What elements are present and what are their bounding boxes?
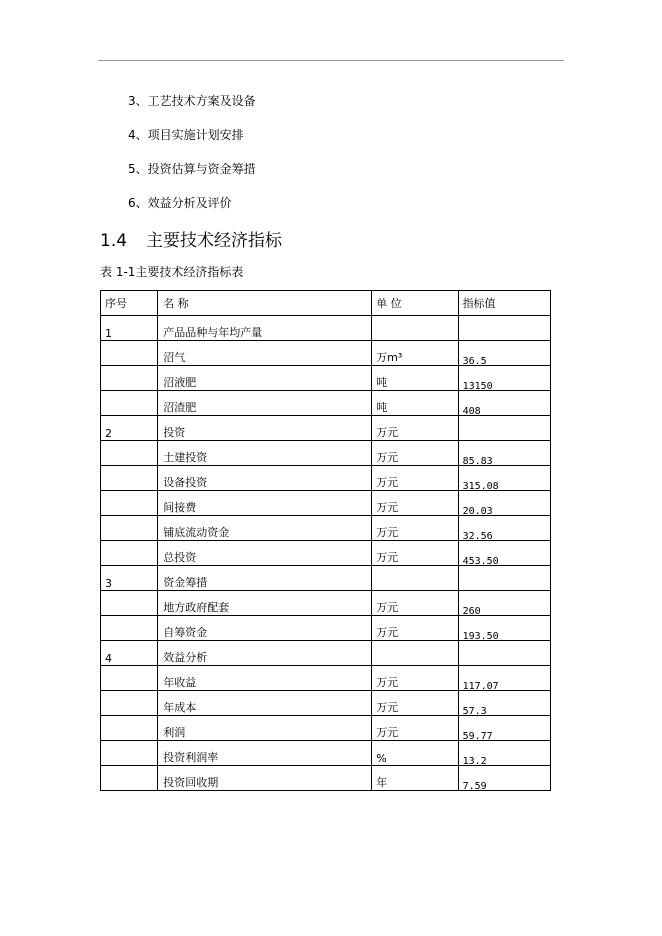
row-unit-cell bbox=[372, 766, 458, 791]
row-name-cell bbox=[158, 616, 372, 641]
row-unit-cell bbox=[372, 491, 458, 516]
row-value-cell bbox=[458, 766, 550, 791]
row-unit-text: 万元 bbox=[376, 476, 399, 489]
row-name-text: 沼渣肥 bbox=[163, 401, 197, 414]
header-cell-value: 指标值 bbox=[458, 291, 550, 316]
row-value-text: 57.3 bbox=[462, 706, 487, 716]
row-value-cell bbox=[458, 391, 550, 416]
row-name-cell bbox=[158, 741, 372, 766]
row-number-text: 2 bbox=[105, 427, 112, 440]
row-value-text: 7.59 bbox=[462, 781, 487, 791]
row-value-cell bbox=[458, 716, 550, 741]
row-number-cell bbox=[101, 441, 158, 466]
header-cell-name: 名 称 bbox=[158, 291, 372, 316]
table-row bbox=[101, 641, 551, 666]
row-unit-text: 万元 bbox=[376, 451, 399, 464]
row-unit-cell bbox=[372, 516, 458, 541]
row-value-text: 260 bbox=[462, 606, 481, 616]
table-row bbox=[101, 666, 551, 691]
row-number-cell bbox=[101, 466, 158, 491]
row-number-text: 3 bbox=[105, 577, 112, 590]
row-name-text: 沼气 bbox=[163, 351, 186, 364]
row-unit-cell bbox=[372, 716, 458, 741]
row-name-cell bbox=[158, 316, 372, 341]
row-name-cell bbox=[158, 341, 372, 366]
list-item: 3、工艺技术方案及设备 bbox=[128, 94, 256, 108]
table-row bbox=[101, 716, 551, 741]
row-value-cell bbox=[458, 466, 550, 491]
row-name-text: 自筹资金 bbox=[163, 626, 208, 639]
row-name-text: 年成本 bbox=[163, 701, 197, 714]
list-item: 6、效益分析及评价 bbox=[128, 196, 232, 210]
row-value-text: 32.56 bbox=[462, 531, 493, 541]
row-number-cell bbox=[101, 316, 158, 341]
table-row bbox=[101, 616, 551, 641]
row-unit-cell bbox=[372, 391, 458, 416]
row-number-cell bbox=[101, 516, 158, 541]
row-value-cell bbox=[458, 541, 550, 566]
row-name-text: 间接费 bbox=[163, 501, 197, 514]
row-value-cell bbox=[458, 441, 550, 466]
header-cell-no: 序号 bbox=[101, 291, 158, 316]
table-row bbox=[101, 466, 551, 491]
row-number-cell bbox=[101, 416, 158, 441]
row-unit-cell bbox=[372, 591, 458, 616]
row-name-cell bbox=[158, 441, 372, 466]
row-number-cell bbox=[101, 641, 158, 666]
row-number-cell bbox=[101, 391, 158, 416]
row-value-cell bbox=[458, 666, 550, 691]
row-value-text: 117.07 bbox=[462, 681, 499, 691]
row-name-cell bbox=[158, 666, 372, 691]
row-unit-cell bbox=[372, 616, 458, 641]
row-name-text: 投资 bbox=[163, 426, 186, 439]
table-row bbox=[101, 316, 551, 341]
indicator-table bbox=[100, 290, 551, 791]
row-name-cell bbox=[158, 391, 372, 416]
row-unit-cell bbox=[372, 466, 458, 491]
row-unit-cell bbox=[372, 741, 458, 766]
row-number-cell bbox=[101, 591, 158, 616]
row-number-cell bbox=[101, 566, 158, 591]
row-unit-text: 吨 bbox=[376, 376, 388, 389]
row-name-text: 铺底流动资金 bbox=[163, 526, 230, 539]
row-name-cell bbox=[158, 516, 372, 541]
table-row bbox=[101, 416, 551, 441]
row-number-text: 4 bbox=[105, 652, 112, 665]
row-name-text: 设备投资 bbox=[163, 476, 208, 489]
table-row bbox=[101, 366, 551, 391]
table-header-row bbox=[101, 291, 551, 316]
row-unit-cell bbox=[372, 641, 458, 666]
row-unit-cell bbox=[372, 366, 458, 391]
row-unit-cell bbox=[372, 566, 458, 591]
row-unit-text: % bbox=[376, 752, 387, 765]
row-name-cell bbox=[158, 566, 372, 591]
row-value-cell bbox=[458, 641, 550, 666]
table-row bbox=[101, 341, 551, 366]
row-value-cell bbox=[458, 566, 550, 591]
table-row bbox=[101, 741, 551, 766]
table-row bbox=[101, 541, 551, 566]
row-name-cell bbox=[158, 491, 372, 516]
row-unit-text: 万元 bbox=[376, 501, 399, 514]
row-unit-cell bbox=[372, 316, 458, 341]
table-row bbox=[101, 591, 551, 616]
table-caption: 表 1-1主要技术经济指标表 bbox=[100, 265, 244, 279]
row-name-text: 地方政府配套 bbox=[163, 601, 230, 614]
row-unit-text: 年 bbox=[376, 776, 388, 789]
row-number-cell bbox=[101, 541, 158, 566]
row-name-cell bbox=[158, 466, 372, 491]
row-name-text: 年收益 bbox=[163, 676, 197, 689]
row-unit-cell bbox=[372, 666, 458, 691]
row-name-cell bbox=[158, 416, 372, 441]
row-name-cell bbox=[158, 716, 372, 741]
row-unit-text: 万m³ bbox=[376, 351, 403, 364]
table-row bbox=[101, 391, 551, 416]
section-number: 1.4 bbox=[100, 231, 128, 251]
row-value-cell bbox=[458, 366, 550, 391]
row-value-cell bbox=[458, 416, 550, 441]
section-heading bbox=[100, 226, 282, 251]
row-value-text: 85.83 bbox=[462, 456, 493, 466]
table-row bbox=[101, 441, 551, 466]
table-row bbox=[101, 491, 551, 516]
row-value-cell bbox=[458, 591, 550, 616]
row-unit-cell bbox=[372, 441, 458, 466]
row-number-cell bbox=[101, 616, 158, 641]
row-number-cell bbox=[101, 766, 158, 791]
row-name-cell bbox=[158, 766, 372, 791]
row-value-cell bbox=[458, 316, 550, 341]
row-unit-text: 吨 bbox=[376, 401, 388, 414]
row-unit-text: 万元 bbox=[376, 726, 399, 739]
row-number-cell bbox=[101, 741, 158, 766]
section-title: 主要技术经济指标 bbox=[146, 231, 282, 251]
row-name-cell bbox=[158, 366, 372, 391]
row-name-text: 投资利润率 bbox=[163, 751, 219, 764]
row-number-cell bbox=[101, 691, 158, 716]
row-value-text: 315.08 bbox=[462, 481, 499, 491]
row-unit-text: 万元 bbox=[376, 626, 399, 639]
row-unit-cell bbox=[372, 541, 458, 566]
header-cell-unit: 单 位 bbox=[372, 291, 458, 316]
table-row bbox=[101, 566, 551, 591]
row-number-cell bbox=[101, 341, 158, 366]
row-unit-text: 万元 bbox=[376, 676, 399, 689]
row-name-text: 效益分析 bbox=[163, 651, 208, 664]
header-rule bbox=[98, 60, 564, 61]
row-name-text: 资金筹措 bbox=[163, 576, 208, 589]
row-unit-cell bbox=[372, 691, 458, 716]
table-row bbox=[101, 516, 551, 541]
row-value-text: 453.50 bbox=[462, 556, 499, 566]
row-name-text: 沼液肥 bbox=[163, 376, 197, 389]
row-name-cell bbox=[158, 541, 372, 566]
row-name-cell bbox=[158, 691, 372, 716]
row-name-text: 总投资 bbox=[163, 551, 197, 564]
row-number-cell bbox=[101, 366, 158, 391]
row-name-text: 土建投资 bbox=[163, 451, 208, 464]
row-number-cell bbox=[101, 491, 158, 516]
list-item: 4、项目实施计划安排 bbox=[128, 128, 244, 142]
row-unit-text: 万元 bbox=[376, 426, 399, 439]
row-value-text: 13150 bbox=[462, 381, 493, 391]
row-name-cell bbox=[158, 641, 372, 666]
list-item: 5、投资估算与资金筹措 bbox=[128, 162, 256, 176]
row-value-text: 59.77 bbox=[462, 731, 493, 741]
row-number-cell bbox=[101, 666, 158, 691]
row-value-text: 36.5 bbox=[462, 356, 487, 366]
row-value-text: 193.50 bbox=[462, 631, 499, 641]
row-number-text: 1 bbox=[105, 327, 112, 340]
row-value-text: 13.2 bbox=[462, 756, 487, 766]
row-value-cell bbox=[458, 341, 550, 366]
row-value-cell bbox=[458, 516, 550, 541]
table-row bbox=[101, 766, 551, 791]
row-unit-cell bbox=[372, 416, 458, 441]
row-value-cell bbox=[458, 616, 550, 641]
row-name-text: 利润 bbox=[163, 726, 186, 739]
row-unit-text: 万元 bbox=[376, 701, 399, 714]
row-value-text: 20.03 bbox=[462, 506, 493, 516]
row-value-cell bbox=[458, 491, 550, 516]
row-value-cell bbox=[458, 691, 550, 716]
row-name-text: 产品品种与年均产量 bbox=[163, 326, 263, 339]
row-unit-cell bbox=[372, 341, 458, 366]
row-unit-text: 万元 bbox=[376, 551, 399, 564]
row-name-cell bbox=[158, 591, 372, 616]
row-number-cell bbox=[101, 716, 158, 741]
row-unit-text: 万元 bbox=[376, 601, 399, 614]
row-value-cell bbox=[458, 741, 550, 766]
table-row bbox=[101, 691, 551, 716]
row-unit-text: 万元 bbox=[376, 526, 399, 539]
row-name-text: 投资回收期 bbox=[163, 776, 219, 789]
row-value-text: 408 bbox=[462, 406, 481, 416]
